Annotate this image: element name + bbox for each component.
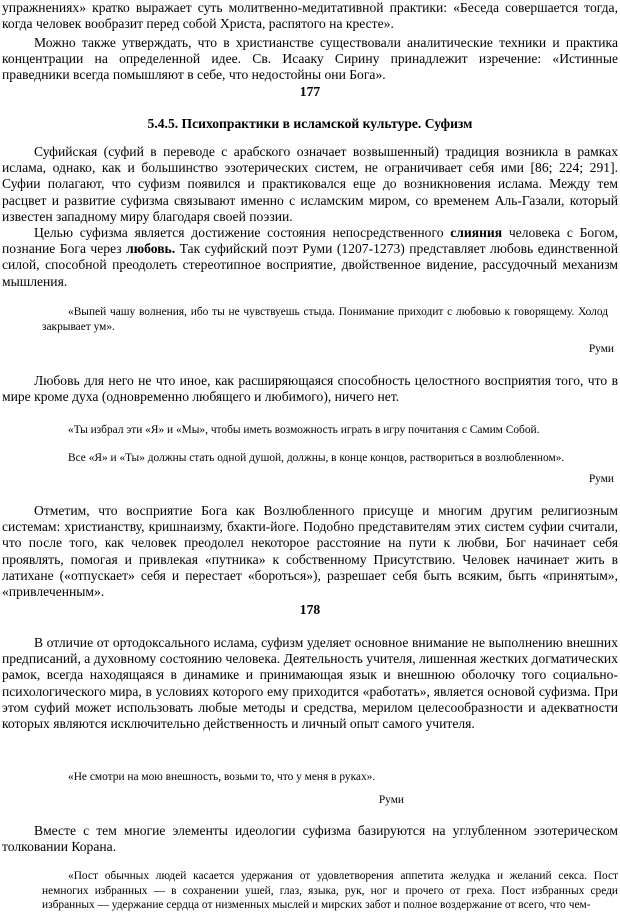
goal-text-c: человека с Богом, познание Бога через [2, 225, 618, 257]
quote-2-author: Руми [588, 473, 614, 485]
paragraph-koran: Вместе с тем многие элементы идеологии суфизма базируются на углубленном эзотерическом толковании Корана. [2, 823, 618, 855]
quote-2a: «Ты избрал эти «Я» и «Мы», чтобы иметь возможность играть в игру почитания с Самим Собой. [68, 424, 540, 436]
goal-text-d: Так суфийский поэт Руми (1207-1273) представляет любовь единственной силой, способной преодолеть стереотипное восприятие, двойственное видение, рассудочный механизм мышления. [2, 241, 618, 289]
quote-3: «Не смотри на мою внешность, возьми то, что у меня в руках». [68, 771, 376, 783]
page-number-178: 178 [299, 602, 321, 617]
paragraph-sufi-intro: Суфийская (суфий в переводе с арабского означает возвышенный) традиция возникла в рамках ислама, однако, как и большинство эзотерических систем, не ограничивает себя ими [86; 224; 291]. Суфии полагают, что суфизм появился и практиковался еще до возникновения ислама. Между тем расцвет и развитие суфизма связывают именно с исламским миром, со временем Аль-Газали, который известен западному миру благодаря своей поэзии. [2, 144, 618, 224]
goal-text-a: Целью суфизма является достижение состояния непосредственного [34, 225, 451, 240]
goal-bold-merging: слияния [450, 225, 503, 240]
quote-3-author: Руми [378, 794, 404, 806]
paragraph-beloved: Отметим, что восприятие Бога как Возлюбленного присуще и многим другим религиозным системам: христианству, кришнаизму, бхакти-йоге. Подобно представителям этих систем суфии считали, что после того, как человек преодолел некоторое расстояние на пути к любви, Бог начинает себя проявлять, помогая и привлекая «путника» к собственному Присутствию. Человек начинает жить в латихане («отпускает» себя и перестает «бороться»), разрешает себя быть всяким, быть «принятым», «привлеченным». [2, 503, 618, 600]
quote-4: «Пост обычных людей касается удержания от удовлетворения аппетита желудка и желаний секса. Пост немногих избранных — в сохранении ушей, глаз, языка, рук, ног и прочего от греха. Пост избранных среди избранных — удержание сердца от низменных мыслей и мирских забот и полное воздержание от всего, что чем- [42, 870, 618, 912]
quote-2b: Все «Я» и «Ты» должны стать одной душой, должны, в конце концов, раствориться в возлюбленном». [68, 452, 565, 464]
quote-1: «Выпей чашу волнения, ибо ты не чувствуешь стыда. Понимание приходит с любовью к говорящему. Холод закрывает ум». [42, 306, 608, 333]
paragraph-intro-1: упражнениях» кратко выражает суть молитвенно-медитативной практики: «Беседа совершается тогда, когда человек вообразит перед собой Христа, распятого на кресте». [2, 0, 618, 32]
paragraph-love: Любовь для него не что иное, как расширяющаяся способность целостного восприятия того, что в мире кроме духа (одновременно любящего и любимого), ничего нет. [2, 373, 618, 405]
paragraph-sufi-goal [0, 225, 620, 290]
paragraph-intro-2: Можно также утверждать, что в христианстве существовали аналитические техники и практика концентрации на определенной идее. Св. Исааку Сирину принадлежит изречение: «Истинные праведники всегда помышляют в себе, что недостойны они Бога». [2, 35, 618, 83]
quote-1-author: Руми [588, 343, 614, 355]
page-number-177: 177 [299, 84, 321, 99]
section-title: 5.4.5. Психопрактики в исламской культуре. Суфизм [147, 116, 473, 131]
goal-bold-love: любовь. [126, 241, 176, 257]
paragraph-orthodox: В отличие от ортодоксального ислама, суфизм уделяет основное внимание не выполнению внешних предписаний, а духовному состоянию человека. Деятельность учителя, лишенная жестких догматических рамок, всегда находящаяся в динамике и принимающая язык и внешнюю оболочку того социально-психологического мира, в условиях которого ему приходится «работать», является основой суфизма. При этом суфий может использовать любые методы и средства, мерилом целесообразности и адекватности которых являются исключительно действенность и личный опыт самого учителя. [2, 635, 618, 732]
